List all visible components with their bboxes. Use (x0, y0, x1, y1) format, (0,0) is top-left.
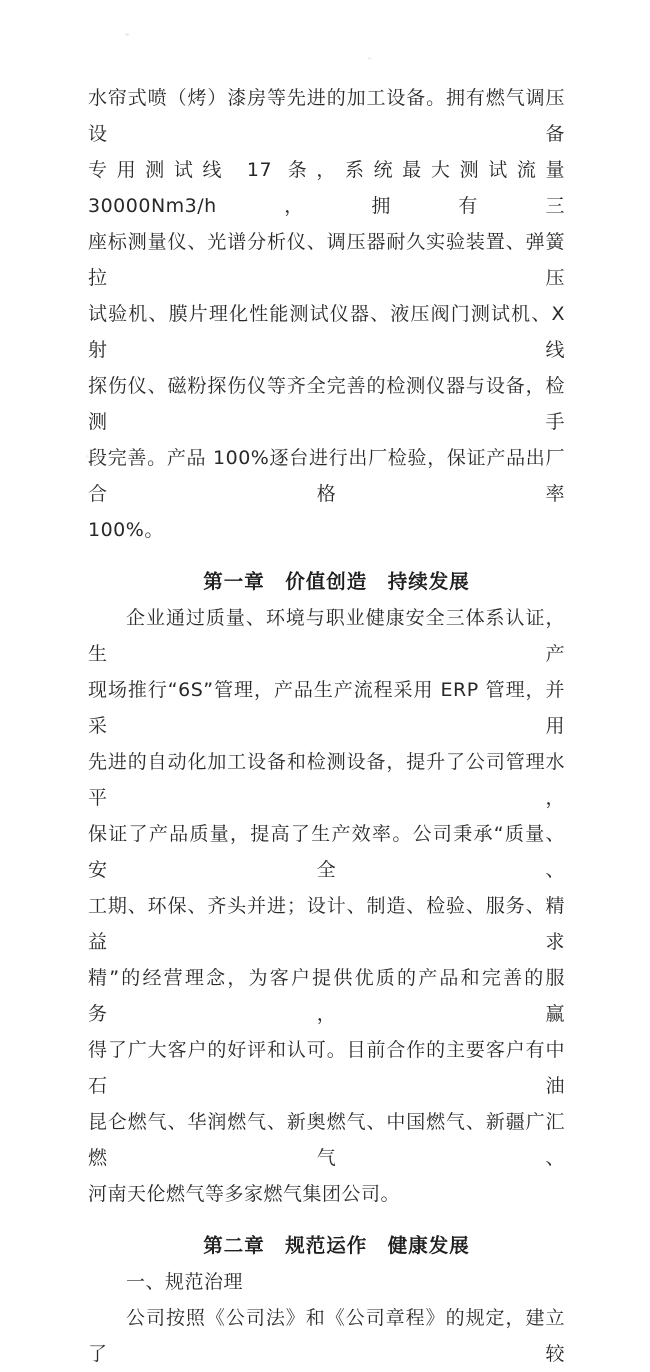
section-list-item (88, 1264, 565, 1300)
text-line: 专用测试线 17 条，系统最大测试流量 30000Nm3/h，拥有三 (88, 159, 565, 217)
scan-speck (368, 57, 371, 60)
chapter-1-heading: 第一章 价值创造 持续发展 (203, 570, 470, 593)
scan-speck (125, 33, 129, 36)
paragraph-management (88, 600, 565, 1212)
text-line: 水帘式喷（烤）漆房等先进的加工设备。拥有燃气调压设备 (88, 87, 565, 145)
text-line: 探伤仪、磁粉探伤仪等齐全完善的检测仪器与设备，检测手 (88, 375, 565, 433)
text-line: 工期、环保、齐头并进；设计、制造、检验、服务、精益求 (88, 895, 565, 953)
paragraph-equipment (88, 80, 565, 548)
text-line: 先进的自动化加工设备和检测设备，提升了公司管理水平， (88, 751, 565, 809)
text-line: 现场推行“6S”管理，产品生产流程采用 ERP 管理，并采用 (88, 679, 565, 737)
document-body (88, 80, 565, 1372)
text-line: 企业通过质量、环境与职业健康安全三体系认证，生产 (88, 607, 565, 665)
text-line: 座标测量仪、光谱分析仪、调压器耐久实验装置、弹簧拉压 (88, 231, 565, 289)
text-line: 精”的经营理念，为客户提供优质的产品和完善的服务，赢 (88, 967, 565, 1025)
text-line: 100%。 (88, 519, 164, 541)
text-line: 一、规范治理 (126, 1271, 244, 1293)
text-line: 昆仑燃气、华润燃气、新奥燃气、中国燃气、新疆广汇燃气、 (88, 1111, 565, 1169)
text-line: 试验机、膜片理化性能测试仪器、液压阀门测试机、X 射线 (88, 303, 565, 361)
text-line: 公司按照《公司法》和《公司章程》的规定，建立了较 (88, 1307, 565, 1365)
text-line: 保证了产品质量，提高了生产效率。公司秉承“质量、安全、 (88, 823, 565, 881)
text-line: 河南天伦燃气等多家燃气集团公司。 (88, 1183, 401, 1205)
text-line: 得了广大客户的好评和认可。目前合作的主要客户有中石油 (88, 1039, 565, 1097)
paragraph-governance (88, 1300, 565, 1372)
text-line: 段完善。产品 100%逐台进行出厂检验，保证产品出厂合格率 (88, 447, 565, 505)
chapter-2-heading: 第二章 规范运作 健康发展 (203, 1234, 470, 1257)
